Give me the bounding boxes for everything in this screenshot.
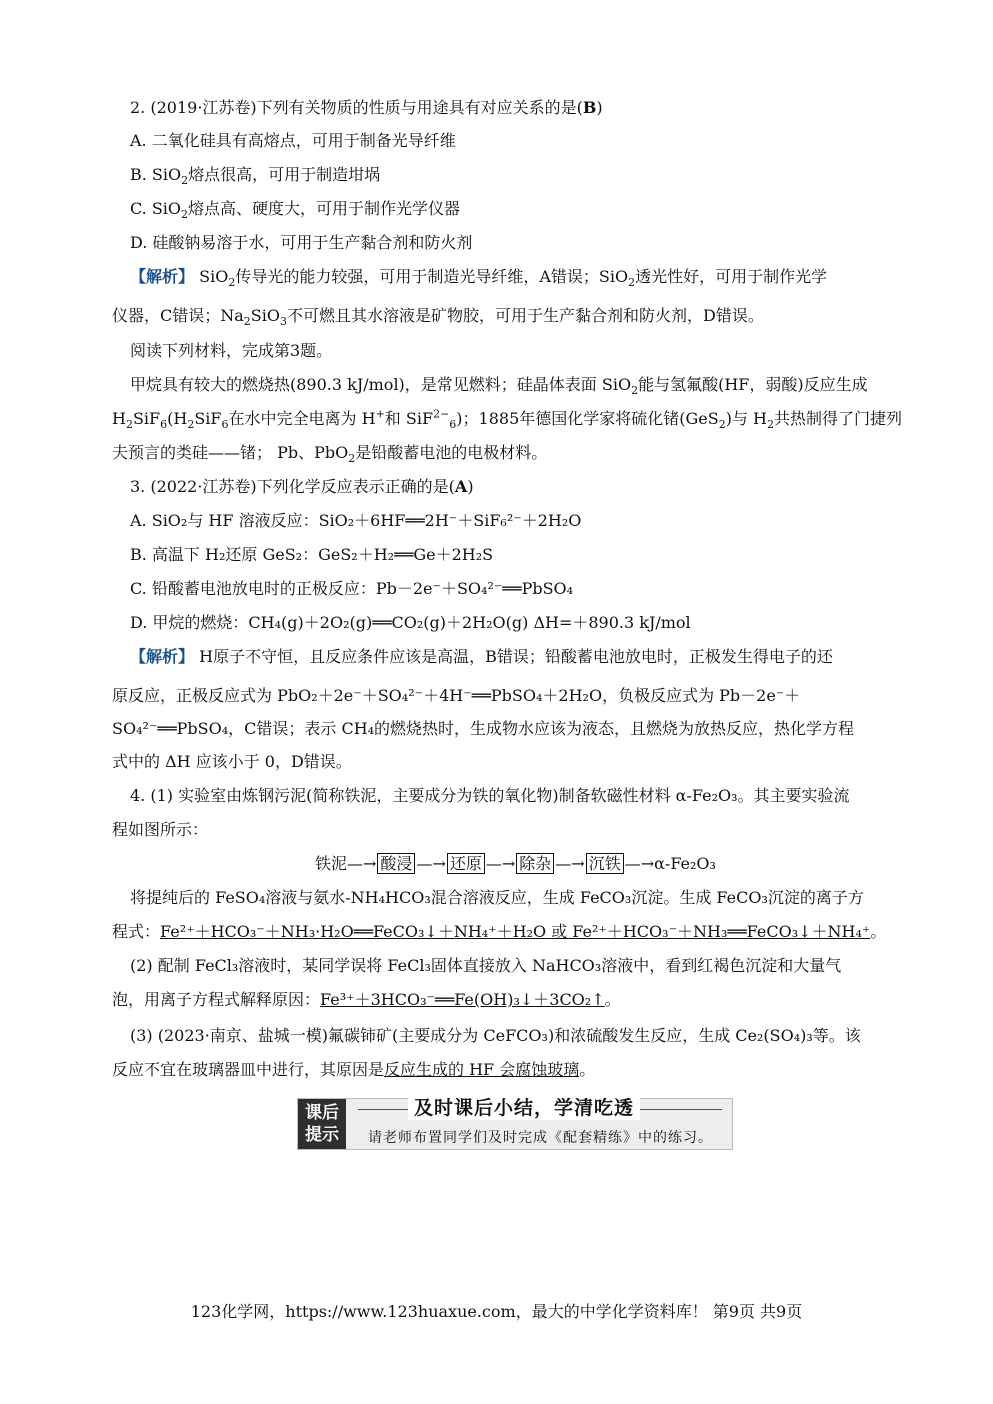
q3-option-c: C. 铅酸蓄电池放电时的正极反应：Pb－2e⁻＋SO₄²⁻══PbSO₄ [130, 579, 574, 598]
q4-p3-line1: (3) (2023·南京、盐城一模)氟碳铈矿(主要成分为 CeFCO₃)和浓硫酸发生反应，生成 Ce₂(SO₄)₃等。该 [130, 1026, 861, 1045]
q2-option-d: D. 硅酸钠易溶于水，可用于生产黏合剂和防火剂 [130, 233, 473, 252]
analysis-tag: 【解析】 [130, 267, 195, 286]
q2-option-c: C. SiO$_2$熔点高、硬度大，可用于制作光学仪器 [130, 199, 461, 222]
arrow-icon: —→ [555, 854, 585, 873]
q2-option-b: B. SiO$_2$熔点很高，可用于制造坩埚 [130, 165, 381, 188]
q4-answer-3: 反应生成的 HF 会腐蚀玻璃 [384, 1060, 580, 1079]
flow-start: 铁泥 [315, 854, 348, 873]
q3-option-a: A. SiO₂与 HF 溶液反应：SiO₂＋6HF══2H⁻＋SiF₆²⁻＋2H₂O [130, 511, 582, 530]
q3-analysis-line4: 式中的 ΔH 应该小于 0，D错误。 [112, 752, 352, 771]
q3-option-b: B. 高温下 H₂还原 GeS₂：GeS₂＋H₂══Ge＋2H₂S [130, 545, 494, 564]
after-class-banner [297, 1098, 733, 1150]
analysis-tag: 【解析】 [130, 647, 195, 666]
arrow-icon: —→ [485, 854, 516, 873]
q4-p1-line4: 程式：Fe²⁺＋HCO₃⁻＋NH₃·H₂O══FeCO₃↓＋NH₄⁺＋H₂O 或 Fe²⁺＋HCO₃⁻＋NH₃══FeCO₃↓＋NH₄⁺。 [112, 922, 887, 941]
flow-step: 除杂 [516, 853, 554, 874]
reading-intro: 阅读下列材料，完成第3题。 [130, 341, 333, 360]
q3-analysis-line1: 【解析】 H原子不守恒，且反应条件应该是高温，B错误；铅酸蓄电池放电时，正极发生得电子的还 [130, 647, 833, 666]
banner-badge: 课后 提示 [298, 1099, 346, 1149]
process-flow [315, 853, 716, 875]
q4-answer-1: Fe²⁺＋HCO₃⁻＋NH₃·H₂O══FeCO₃↓＋NH₄⁺＋H₂O 或 Fe²⁺＋HCO₃⁻＋NH₃══FeCO₃↓＋NH₄⁺ [160, 922, 871, 941]
flow-step: 酸浸 [377, 853, 415, 874]
q3-analysis-line2: 原反应，正极反应式为 PbO₂＋2e⁻＋SO₄²⁻＋4H⁻══PbSO₄＋2H₂O，负极反应式为 Pb－2e⁻＋ [112, 686, 801, 705]
reading-line2: $H_2SiF_6(H_2SiF_6$在水中完全电离为 H+和 SiF$^{2-}_6$)；1885年德国化学家将硫化锗(GeS$_2$)与 $H_2$共热制得了门捷列 [112, 407, 903, 432]
q4-answer-2: Fe³⁺＋3HCO₃⁻══Fe(OH)₃↓＋3CO₂↑ [320, 990, 605, 1009]
q2-stem: 2. (2019·江苏卷)下列有关物质的性质与用途具有对应关系的是(B) [130, 98, 603, 117]
q4-p1-line1: 4. (1) 实验室由炼钢污泥(简称铁泥，主要成分为铁的氧化物)制备软磁性材料 α-Fe₂O₃。其主要实验流 [130, 786, 850, 805]
q3-option-d: D. 甲烷的燃烧：CH₄(g)＋2O₂(g)══CO₂(g)＋2H₂O(g) ΔH=＋890.3 kJ/mol [130, 613, 691, 632]
flow-end: α-Fe₂O₃ [654, 854, 716, 873]
flow-step: 还原 [447, 853, 485, 874]
page-footer: 123化学网，https://www.123huaxue.com，最大的中学化学资料库！ 第9页 共9页 [190, 1302, 803, 1321]
q3-answer: A [454, 477, 468, 496]
q4-p1-line3: 将提纯后的 FeSO₄溶液与氨水-NH₄HCO₃混合溶液反应，生成 FeCO₃沉淀。生成 FeCO₃沉淀的离子方 [130, 888, 864, 907]
reading-line1: 甲烷具有较大的燃烧热(890.3 kJ/mol)，是常见燃料；硅晶体表面 SiO$_2$能与氢氟酸(HF，弱酸)反应生成 [130, 375, 868, 398]
q2-answer: B [582, 98, 597, 117]
banner-subtitle: 请老师布置同学们及时完成《配套精练》中的练习。 [368, 1130, 713, 1146]
q3-analysis-line3: SO₄²⁻══PbSO₄，C错误；表示 CH₄的燃烧热时，生成物水应该为液态，且燃烧为放热反应，热化学方程 [112, 719, 855, 738]
q2-analysis-line2: 仪器，C错误；$Na_2SiO_3$不可燃且其水溶液是矿物胶，可用于生产黏合剂和防火剂，D错误。 [112, 306, 764, 329]
arrow-icon: —→ [347, 854, 377, 873]
q3-stem: 3. (2022·江苏卷)下列化学反应表示正确的是(A) [130, 477, 474, 496]
q4-p2-line1: (2) 配制 FeCl₃溶液时，某同学误将 FeCl₃固体直接放入 NaHCO₃溶液中，看到红褐色沉淀和大量气 [130, 956, 842, 975]
reading-line3: 夫预言的类硅——锗； Pb、PbO$_2$是铅酸蓄电池的电极材料。 [112, 443, 548, 466]
flow-step: 沉铁 [586, 853, 624, 874]
q4-p2-line2: 泡，用离子方程式解释原因：Fe³⁺＋3HCO₃⁻══Fe(OH)₃↓＋3CO₂↑。 [112, 990, 621, 1009]
banner-title: 及时课后小结，学清吃透 [408, 1096, 640, 1120]
q4-p1-line2: 程如图所示： [112, 820, 209, 839]
arrow-icon: —→ [624, 854, 655, 873]
q2-analysis-line1: 【解析】 SiO$_2$传导光的能力较强，可用于制造光导纤维，A错误；SiO$_2$透光性好，可用于制作光学 [130, 267, 828, 290]
arrow-icon: —→ [416, 854, 446, 873]
q4-p3-line2: 反应不宜在玻璃器皿中进行，其原因是反应生成的 HF 会腐蚀玻璃。 [112, 1060, 596, 1079]
q2-option-a: A. 二氧化硅具有高熔点，可用于制备光导纤维 [130, 131, 456, 150]
